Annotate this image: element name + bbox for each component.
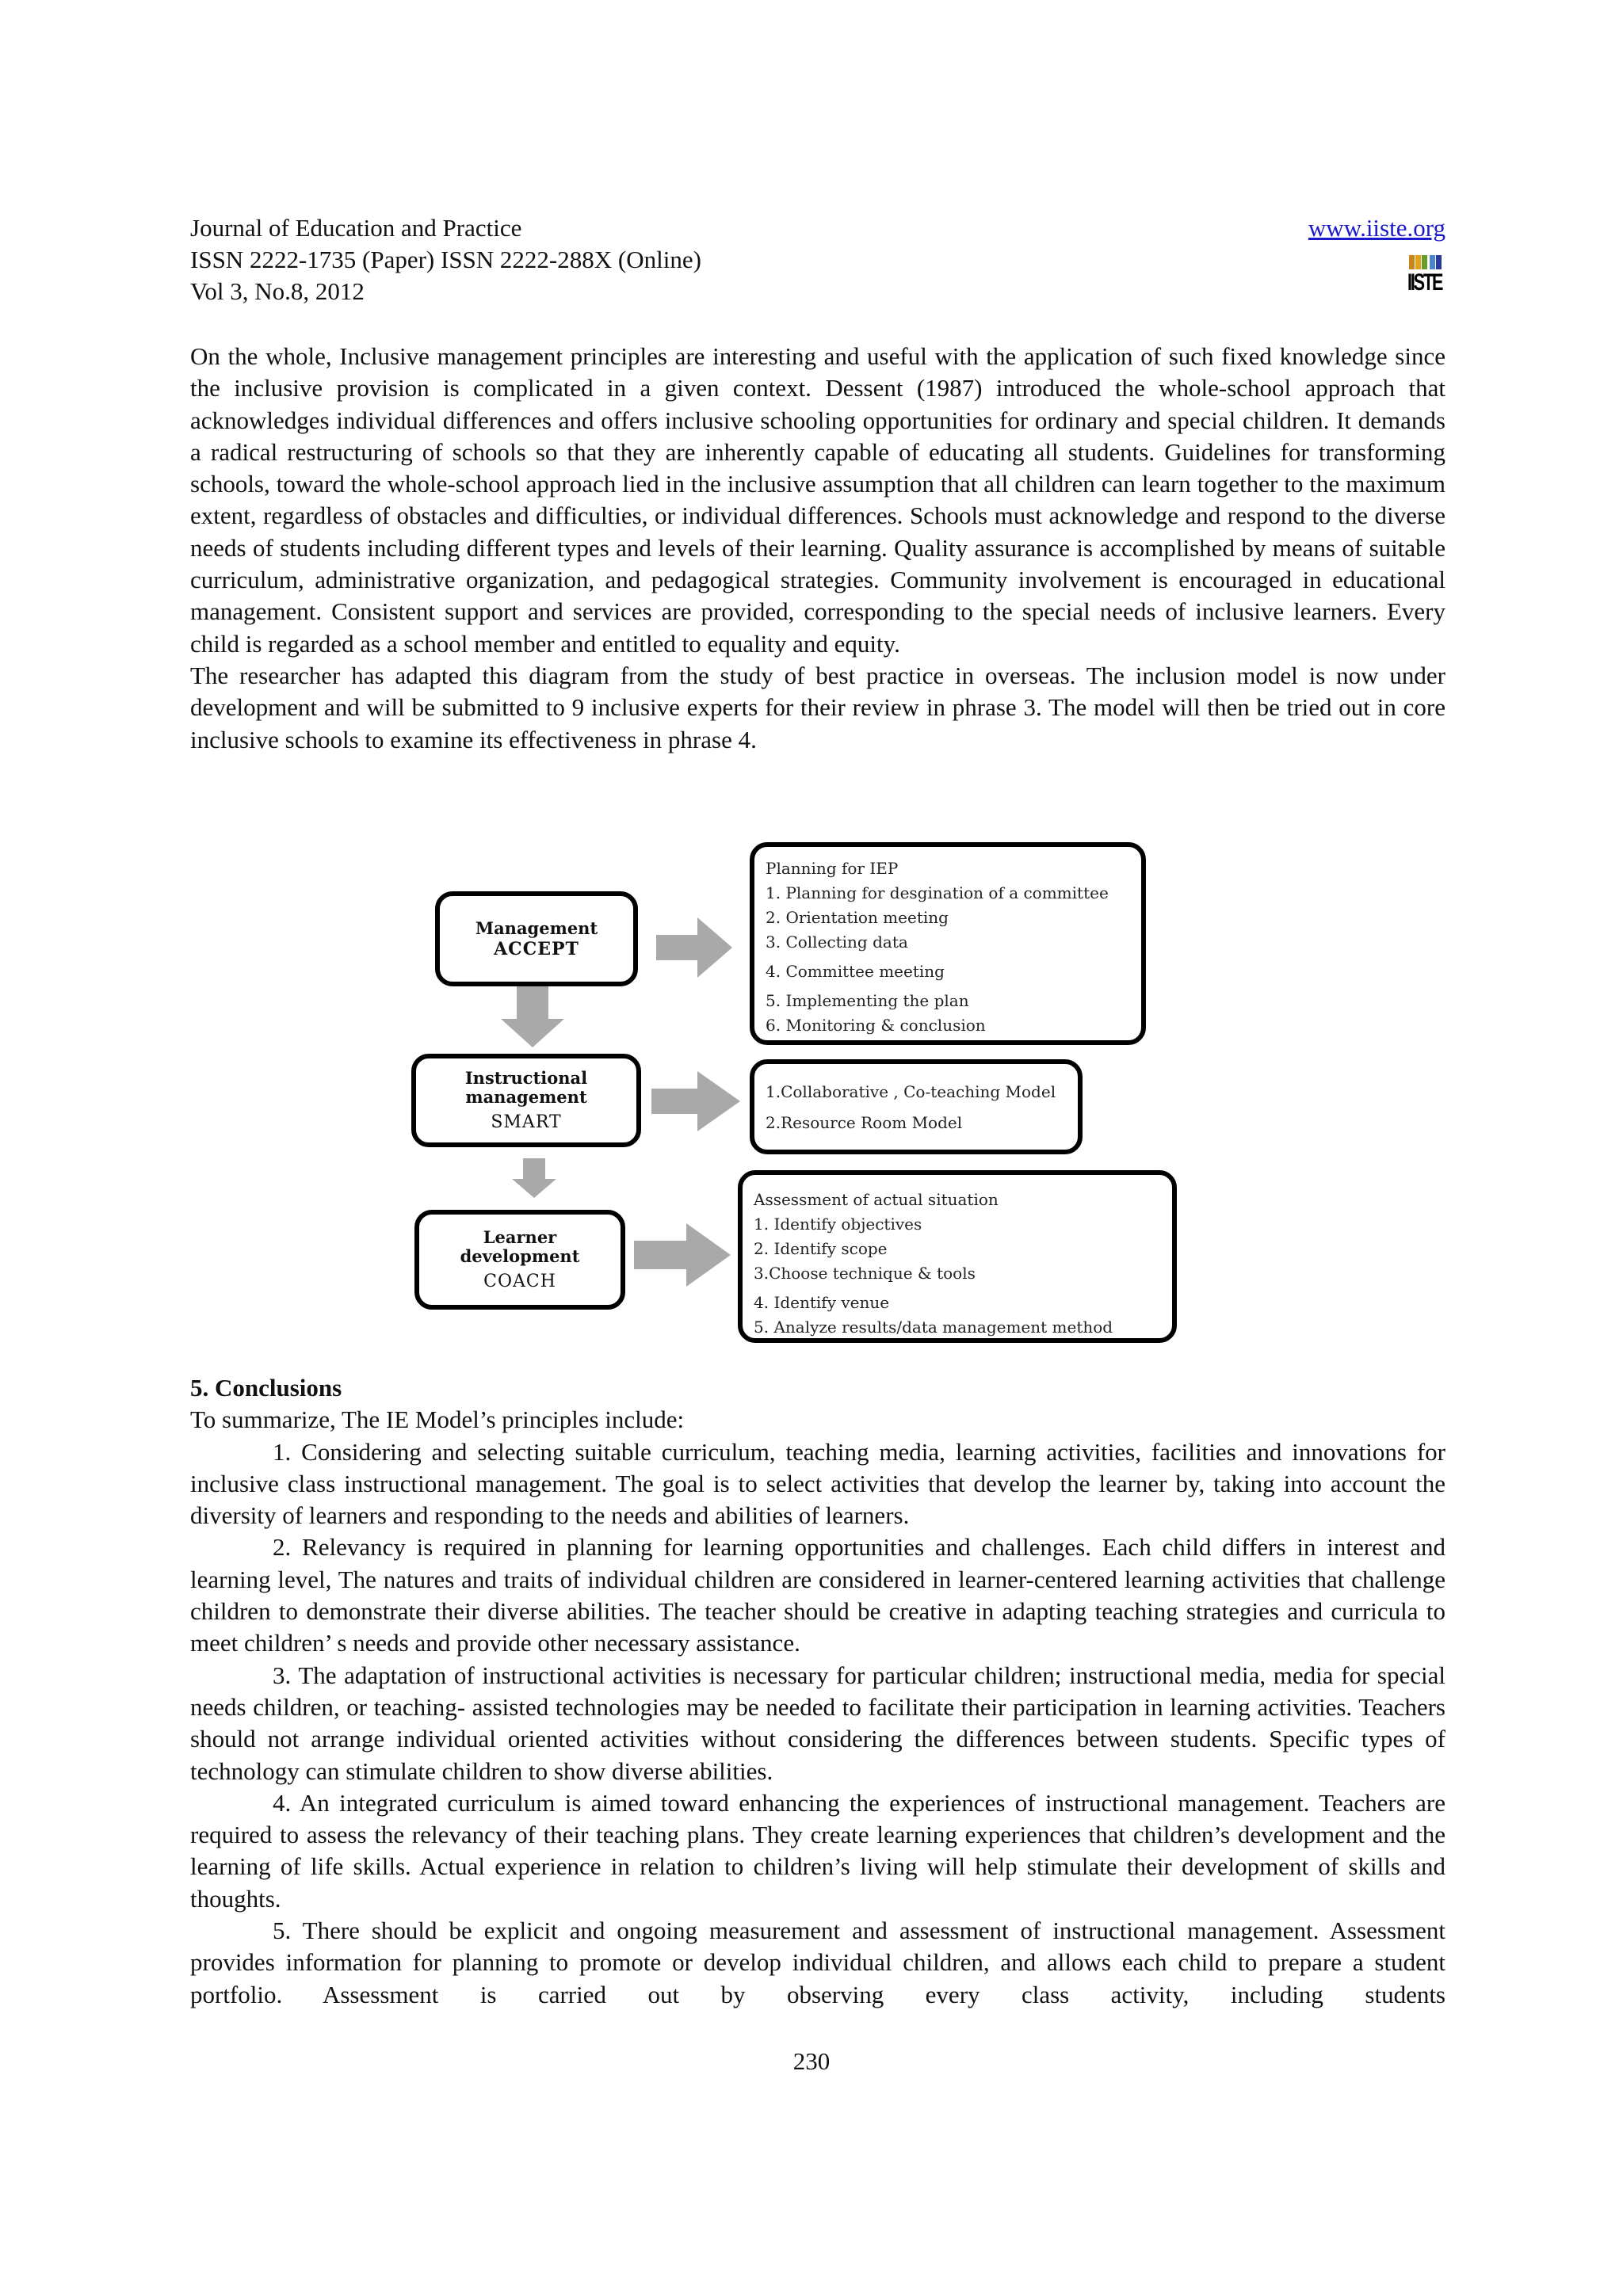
principle-item: 3. The adaptation of instructional activities is necessary for particular children; instructional media, media for special needs children, or teaching- assisted technologies may be needed to facilitate their participation in learning activities. Teachers should not arrange individual oriented activities without considering the differences between students. Specific types of technology can stimulate children to show diverse abilities. <box>190 1661 1445 1785</box>
assessment-box <box>738 1170 1177 1343</box>
logo-text: IISTE <box>1407 269 1442 296</box>
principle-item: 4. An integrated curriculum is aimed toward enhancing the experiences of instructional management. Teachers are required to assess the relevancy of their teaching plans. They create learning experiences that children’s development and the learning of life skills. Actual experience in relation to children’s living will help stimulate their development of skills and thoughts. <box>190 1788 1445 1913</box>
down-arrow-icon <box>501 986 564 1047</box>
instructional-acronym: SMART <box>491 1112 562 1132</box>
planning-item: 1. Planning for desgination of a committee <box>766 883 1109 902</box>
assessment-item: 5. Analyze results/data management method <box>754 1318 1113 1337</box>
planning-item: 5. Implementing the plan <box>766 991 969 1010</box>
logo-bar-1 <box>1409 255 1415 269</box>
logo-bar-2 <box>1415 255 1421 269</box>
principle-item: 5. There should be explicit and ongoing measurement and assessment of instructional management. Assessment provides information for planning to promote or develop individual children, and allows each child to prepare a student portfolio. Assessment is carried out by observing every class activity, including students <box>190 1917 1445 2008</box>
journal-title: Journal of Education and Practice <box>190 214 522 242</box>
right-arrow-icon <box>634 1223 731 1287</box>
conclusions-intro: To summarize, The IE Model’s principles include: <box>190 1405 685 1434</box>
assessment-item: 2. Identify scope <box>754 1239 888 1258</box>
planning-item: 4. Committee meeting <box>766 962 945 981</box>
logo-bar-3 <box>1422 255 1427 269</box>
teaching-models-box <box>750 1059 1083 1154</box>
running-header <box>190 212 1445 307</box>
management-title: Management <box>475 918 598 938</box>
right-arrow-icon <box>656 917 732 978</box>
planning-item: 6. Monitoring & conclusion <box>766 1016 986 1035</box>
learner-acronym: COACH <box>483 1272 556 1291</box>
journal-website-link[interactable]: www.iiste.org <box>1308 214 1445 242</box>
intro-section <box>190 341 1445 756</box>
planning-heading: Planning for IEP <box>766 859 899 878</box>
instructional-management-box <box>411 1054 641 1147</box>
planning-for-iep-box <box>750 842 1146 1045</box>
learner-title-line2: development <box>460 1246 580 1266</box>
learner-title-line1: Learner <box>483 1227 557 1247</box>
instructional-title-line1: Instructional <box>464 1068 588 1088</box>
iiste-logo <box>1407 252 1442 301</box>
section-heading: 5. Conclusions <box>190 1374 342 1402</box>
planning-item: 3. Collecting data <box>766 933 908 952</box>
management-box <box>435 891 638 986</box>
planning-item: 2. Orientation meeting <box>766 908 949 927</box>
teaching-model-item: 2.Resource Room Model <box>766 1113 963 1132</box>
management-acronym: ACCEPT <box>494 939 579 959</box>
teaching-model-item: 1.Collaborative , Co-teaching Model <box>766 1082 1056 1101</box>
volume-line: Vol 3, No.8, 2012 <box>190 277 365 305</box>
logo-bar-5 <box>1436 255 1442 269</box>
principle-item: 1. Considering and selecting suitable curriculum, teaching media, learning activities, facilities and innovations for inclusive class instructional management. The goal is to select activities that develop the learner by, taking into account the diversity of learners and responding to the needs and abilities of learners. <box>190 1437 1445 1530</box>
intro-paragraph-2: The researcher has adapted this diagram from the study of best practice in overseas. The inclusion model is now under development and will be submitted to 9 inclusive experts for their review in phrase 3. The model will then be tried out in core inclusive schools to examine its effectiveness in phrase 4. <box>190 661 1445 753</box>
logo-bar-4 <box>1430 255 1435 269</box>
assessment-heading: Assessment of actual situation <box>754 1190 999 1209</box>
down-arrow-icon <box>512 1158 556 1198</box>
learner-development-box <box>414 1210 625 1310</box>
instructional-title-line2: management <box>465 1087 587 1107</box>
assessment-item: 3.Choose technique & tools <box>754 1264 976 1283</box>
right-arrow-icon <box>651 1071 740 1131</box>
assessment-item: 4. Identify venue <box>754 1293 890 1312</box>
principle-item: 2. Relevancy is required in planning for learning opportunities and challenges. Each child differs in interest and learning level, The natures and traits of individual children are considered in learner-centered learning activities that challenge children to demonstrate their diverse abilities. The teacher should be creative in adapting teaching strategies and curricula to meet children’ s needs and provide other necessary assistance. <box>190 1533 1445 1657</box>
page-number: 230 <box>792 2047 831 2075</box>
assessment-item: 1. Identify objectives <box>754 1215 922 1234</box>
issn-line: ISSN 2222-1735 (Paper) ISSN 2222-288X (Online) <box>190 246 701 273</box>
conclusions-section <box>190 1372 1445 2011</box>
intro-paragraph-1: On the whole, Inclusive management principles are interesting and useful with the application of such fixed knowledge since the inclusive provision is complicated in a given context. Dessent (1987) introduced the whole-school approach that acknowledges individual differences and offers inclusive schooling opportunities for ordinary and special children. It demands a radical restructuring of schools so that they are inherently capable of educating all students. Guidelines for transforming schools, toward the whole-school approach lied in the inclusive assumption that all children can learn together to the maximum extent, regardless of obstacles and difficulties, or individual differences. Schools must acknowledge and respond to the diverse needs of students including different types and levels of their learning. Quality assurance is accomplished by means of suitable curriculum, administrative organization, and pedagogical strategies. Community involvement is encouraged in educational management. Consistent support and services are provided, corresponding to the special needs of inclusive learners. Every child is regarded as a school member and entitled to equality and equity. <box>190 342 1445 658</box>
